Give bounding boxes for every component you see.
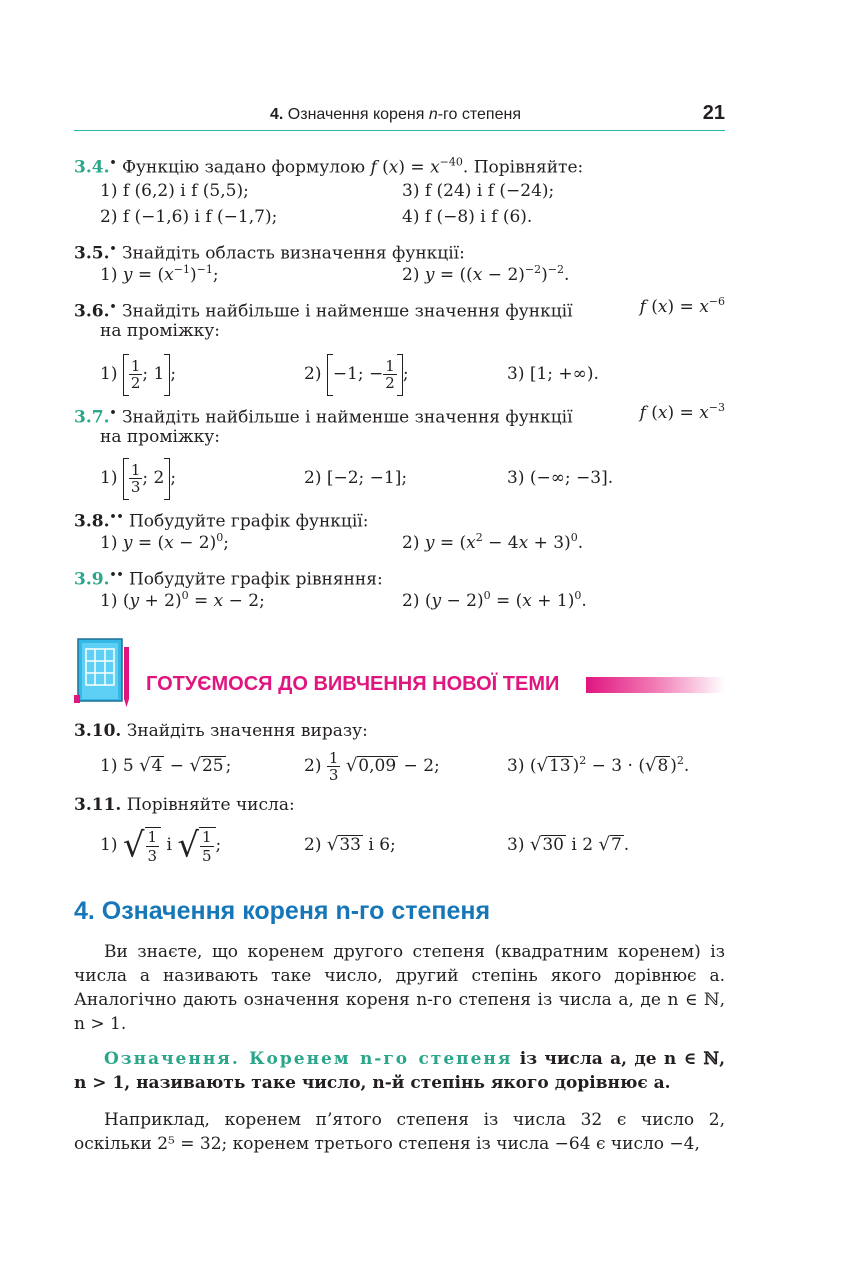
answer-item: 1) $y = (x^{-1})^{-1}$; [100,263,219,285]
exercise-3-10 [74,720,368,742]
exercise-question: Побудуйте графік рівняння: [128,569,383,590]
answer-item: 3) f (24) і f (−24); [402,181,555,201]
exercise-3-8: 3.8.•• Побудуйте графік функції: [74,510,369,532]
exercise-question: Порівняйте числа: [126,795,295,815]
paragraph-intro: Ви знаєте, що коренем другого степеня (квадратним коренем) із числа a називають таке число, другий степінь якого дорівнює a. Аналогічно дають означення кореня n-го степеня із числа a, де n ∈ ℕ, n > 1. [74,942,725,1034]
answer-item: 3) (√13 )$^2$ − 3 · (√8 )$^2$. [507,754,690,776]
page-number: 21 [702,102,725,124]
running-title: 4. Означення кореня n-го степеня [270,106,521,123]
answer-item: 3) [1; +∞). [507,364,599,384]
answer-item: 2) $\frac{1}{3}$ √0,09 − 2; [304,749,440,784]
answer-item: 1) √ $\frac{1}{3}$ і √ $\frac{1}{5}$ ; [100,825,222,866]
notebook-icon [74,637,138,709]
exercise-question-cont: на проміжку: [100,321,220,341]
exercise-number: 3.10. [74,721,122,741]
exercise-number: 3.9. [74,569,110,590]
exercise-question-cont: на проміжку: [100,427,220,447]
exercise-question: Функцію задано формулою [121,157,366,178]
page-header [74,102,725,131]
answer-item: 1) 5 √4 − √25 ; [100,755,232,776]
exercise-question: Знайдіть значення виразу: [126,721,368,741]
exercise-3-11 [74,794,295,816]
section-banner [74,637,725,707]
answer-item: 2) $y = (x^2 - 4x + 3)^0$. [402,531,584,553]
exercise-number: 3.4. [74,157,110,178]
exercise-3-7: 3.7.• Знайдіть найбільше і найменше значення функції f $(x) = x^{-3}$ [74,401,725,428]
exercise-3-5: 3.5.• Знайдіть область визначення функції: [74,242,465,264]
definition-body: із числа a, де n ∈ ℕ, n > 1, називають таке число, n-й степінь якого дорівнює a. [74,1049,725,1093]
exercise-3-9: 3.9.•• Побудуйте графік рівняння: [74,568,383,590]
banner-gradient-bar [586,677,725,693]
answer-item: 2) $(y - 2)^0 = (x + 1)^0$. [402,589,587,611]
answer-item: 2) −1; − $\frac{1}{2}$ ; [304,352,409,396]
answer-item: 1) $\frac{1}{2}$ ; 1 ; [100,352,176,396]
exercise-question: Знайдіть область визначення функції: [121,243,465,264]
exercise-question: Побудуйте графік функції: [128,511,369,532]
section-title: 4. Означення кореня n-го степеня [74,897,491,925]
answer-item: 2) f (−1,6) і f (−1,7); [100,207,278,227]
definition [74,1047,725,1095]
exercise-number: 3.5. [74,243,110,264]
exercise-number: 3.11. [74,795,122,815]
answer-item: 2) $y = ((x - 2)^{-2})^{-2}$. [402,263,570,285]
answer-item: 2) √33 і 6; [304,834,396,855]
exercise-3-4: 3.4.• Функцію задано формулою f $(x) = x^{-40}$. Порівняйте: [74,155,584,178]
banner-title: ГОТУЄМОСЯ ДО ВИВЧЕННЯ НОВОЇ ТЕМИ [146,673,560,695]
paragraph-example: Наприклад, коренем п’ятого степеня із числа 32 є число 2, оскільки 2⁵ = 32; коренем третього степеня із числа −64 є число −4, [74,1110,725,1154]
exercise-number: 3.7. [74,407,110,428]
exercise-question: Знайдіть найбільше і найменше значення функції [121,301,573,322]
answer-item: 3) (−∞; −3]. [507,468,614,488]
answer-item: 1) f (6,2) і f (5,5); [100,181,249,201]
answer-item: 1) $(y + 2)^0 = x - 2$; [100,589,265,611]
answer-item: 1) $\frac{1}{3}$ ; 2 ; [100,456,176,500]
exercise-3-6: 3.6.• Знайдіть найбільше і найменше значення функції f $(x) = x^{-6}$ [74,295,725,322]
definition-heading: Означення. Коренем n-го степеня [104,1049,513,1069]
exercise-number: 3.6. [74,301,110,322]
exercise-number: 3.8. [74,511,110,532]
answer-item: 4) f (−8) і f (6). [402,207,533,227]
answer-item: 3) √30 і 2 √7 . [507,834,630,855]
answer-item: 2) [−2; −1]; [304,468,408,488]
exercise-question: Знайдіть найбільше і найменше значення функції [121,407,573,428]
answer-item: 1) $y = (x - 2)^0$; [100,531,229,553]
